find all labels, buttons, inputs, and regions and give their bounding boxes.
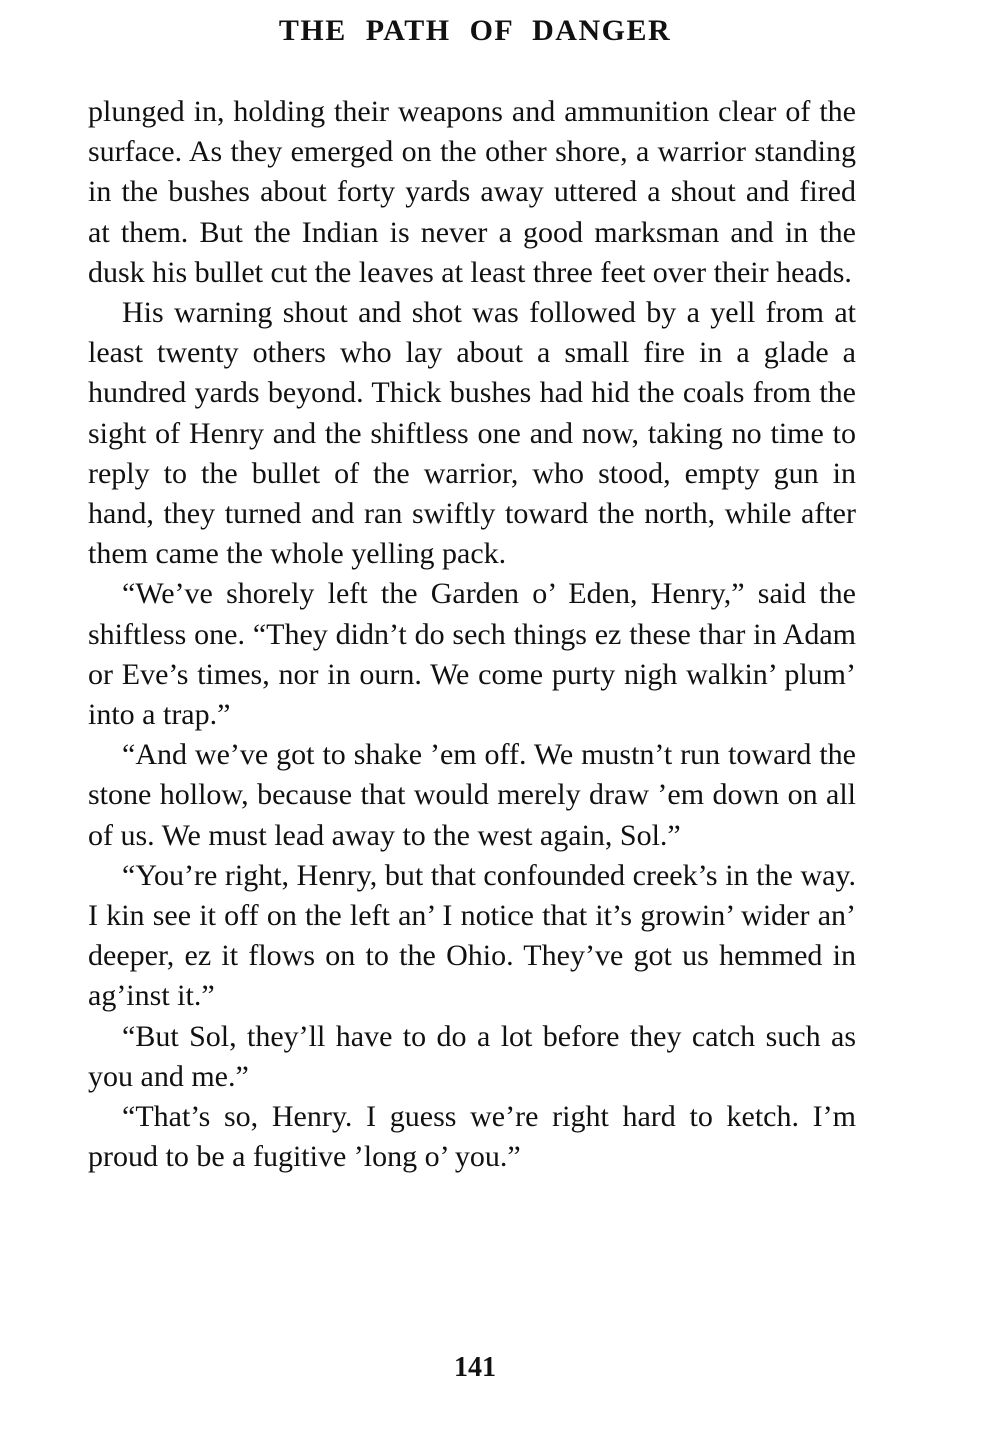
paragraph: “But Sol, they’ll have to do a lot before they catch such as you and me.” (88, 1019, 856, 1093)
body-text (88, 92, 856, 1177)
paragraph: “We’ve shorely left the Garden o’ Eden, Henry,” said the shiftless one. “They didn’t do sech things ez these thar in Adam or Eve’s times, nor in ourn. We come purty nigh walkin’ plum’ into a trap.” (88, 577, 856, 732)
page-number: 141 (454, 1352, 496, 1383)
paragraph: His warning shout and shot was followed by a yell from at least twenty others who lay about a small fire in a glade a hundred yards beyond. Thick bushes had hid the coals from the sight of Henry and the shiftless one and now, taking no time to reply to the bullet of the warrior, who stood, empty gun in hand, they turned and ran swiftly toward the north, while after them came the whole yelling pack. (88, 296, 856, 571)
paragraph-continued: plunged in, holding their weapons and ammunition clear of the surface. As they emerged on the other shore, a warrior standing in the bushes about forty yards away uttered a shout and fired at them. But the Indian is never a good marksman and in the dusk his bullet cut the leaves at least three feet over their heads. (88, 95, 856, 289)
paragraph: “That’s so, Henry. I guess we’re right hard to ketch. I’m proud to be a fugitive ’long o’ you.” (88, 1100, 856, 1174)
running-title: THE PATH OF DANGER (278, 14, 672, 47)
paragraph: “You’re right, Henry, but that confounded creek’s in the way. I kin see it off on the left an’ I notice that it’s growin’ wider an’ deeper, ez it flows on to the Ohio. They’ve got us hemmed in ag’inst it.” (88, 858, 856, 1013)
paragraph: “And we’ve got to shake ’em off. We mustn’t run toward the stone hollow, because that would merely draw ’em down on all of us. We must lead away to the west again, Sol.” (88, 738, 856, 852)
